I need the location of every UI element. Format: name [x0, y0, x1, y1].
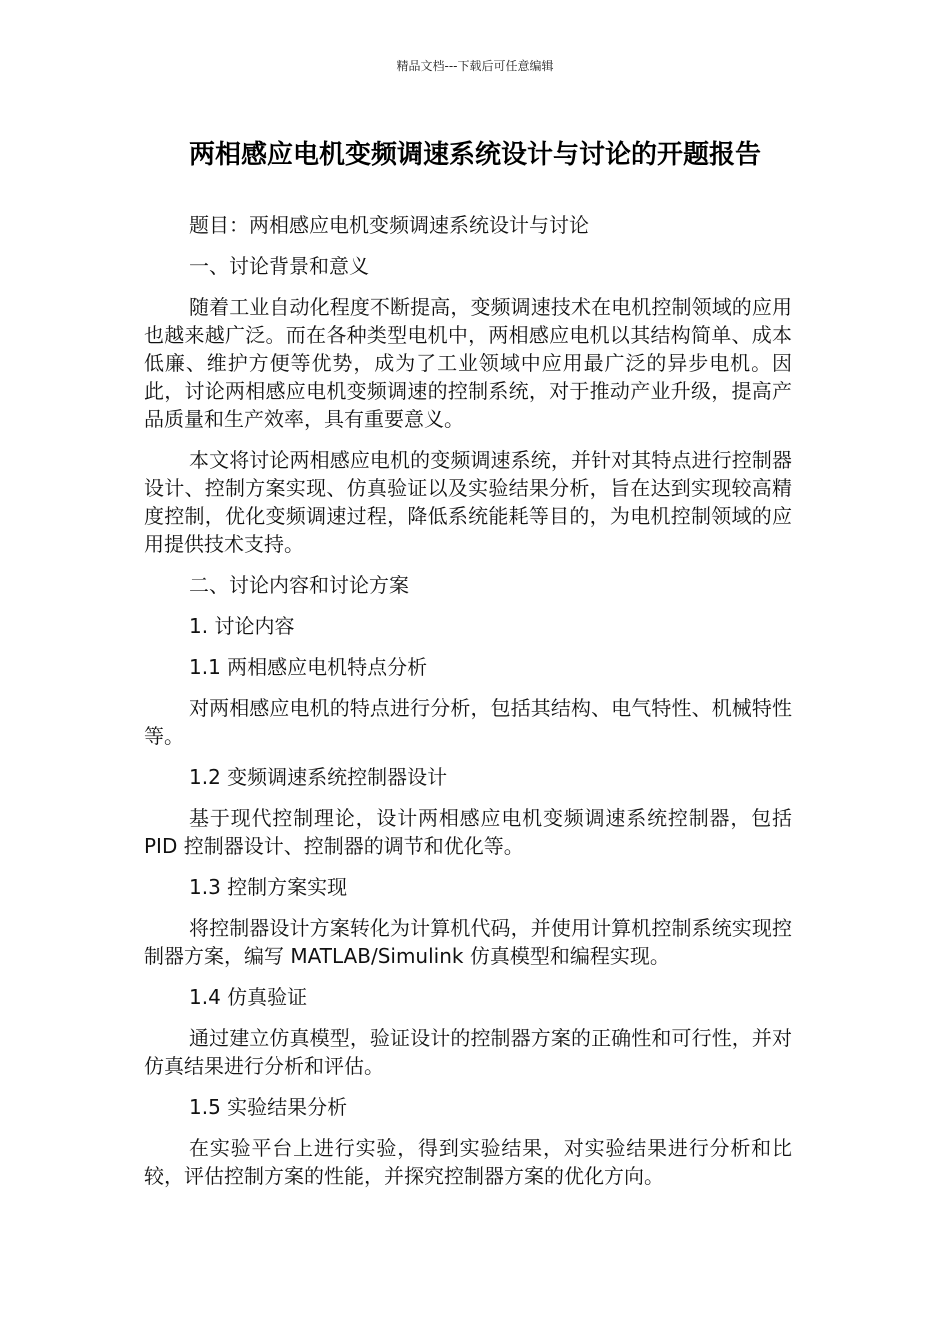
subsection-heading: 1.4 仿真验证 [189, 985, 308, 1009]
page-header-watermark: 精品文档---下载后可任意编辑 [396, 59, 554, 73]
body-paragraph: 通过建立仿真模型，验证设计的控制器方案的正确性和可行性，并对仿真结果进行分析和评估。 [144, 1026, 792, 1078]
subsection-heading: 1. 讨论内容 [189, 614, 295, 638]
subsection-heading: 1.5 实验结果分析 [189, 1095, 348, 1119]
body-paragraph: 随着工业自动化程度不断提高，变频调速技术在电机控制领域的应用也越来越广泛。而在各种类型电机中，两相感应电机以其结构简单、成本低廉、维护方便等优势，成为了工业领域中应用最广泛的异步电机。因此，讨论两相感应电机变频调速的控制系统，对于推动产业升级，提高产品质量和生产效率，具有重要意义。 [144, 295, 792, 431]
subsection-heading: 1.2 变频调速系统控制器设计 [189, 765, 448, 789]
body-paragraph: 本文将讨论两相感应电机的变频调速系统，并针对其特点进行控制器设计、控制方案实现、仿真验证以及实验结果分析，旨在达到实现较高精度控制，优化变频调速过程，降低系统能耗等目的，为电机控制领域的应用提供技术支持。 [144, 448, 792, 556]
document-title: 两相感应电机变频调速系统设计与讨论的开题报告 [188, 140, 761, 170]
topic-line: 题目：两相感应电机变频调速系统设计与讨论 [189, 213, 589, 237]
subsection-heading: 1.1 两相感应电机特点分析 [189, 655, 428, 679]
body-paragraph: 对两相感应电机的特点进行分析，包括其结构、电气特性、机械特性等。 [144, 696, 792, 748]
body-paragraph: 基于现代控制理论，设计两相感应电机变频调速系统控制器，包括 PID 控制器设计、控制器的调节和优化等。 [144, 806, 792, 858]
section-heading-background: 一、讨论背景和意义 [189, 254, 369, 278]
body-paragraph: 将控制器设计方案转化为计算机代码，并使用计算机控制系统实现控制器方案，编写 MATLAB/Simulink 仿真模型和编程实现。 [144, 916, 792, 968]
body-paragraph: 在实验平台上进行实验，得到实验结果，对实验结果进行分析和比较，评估控制方案的性能，并探究控制器方案的优化方向。 [144, 1136, 792, 1188]
document-body [144, 211, 792, 1203]
section-heading-content: 二、讨论内容和讨论方案 [189, 573, 409, 597]
subsection-heading: 1.3 控制方案实现 [189, 875, 348, 899]
